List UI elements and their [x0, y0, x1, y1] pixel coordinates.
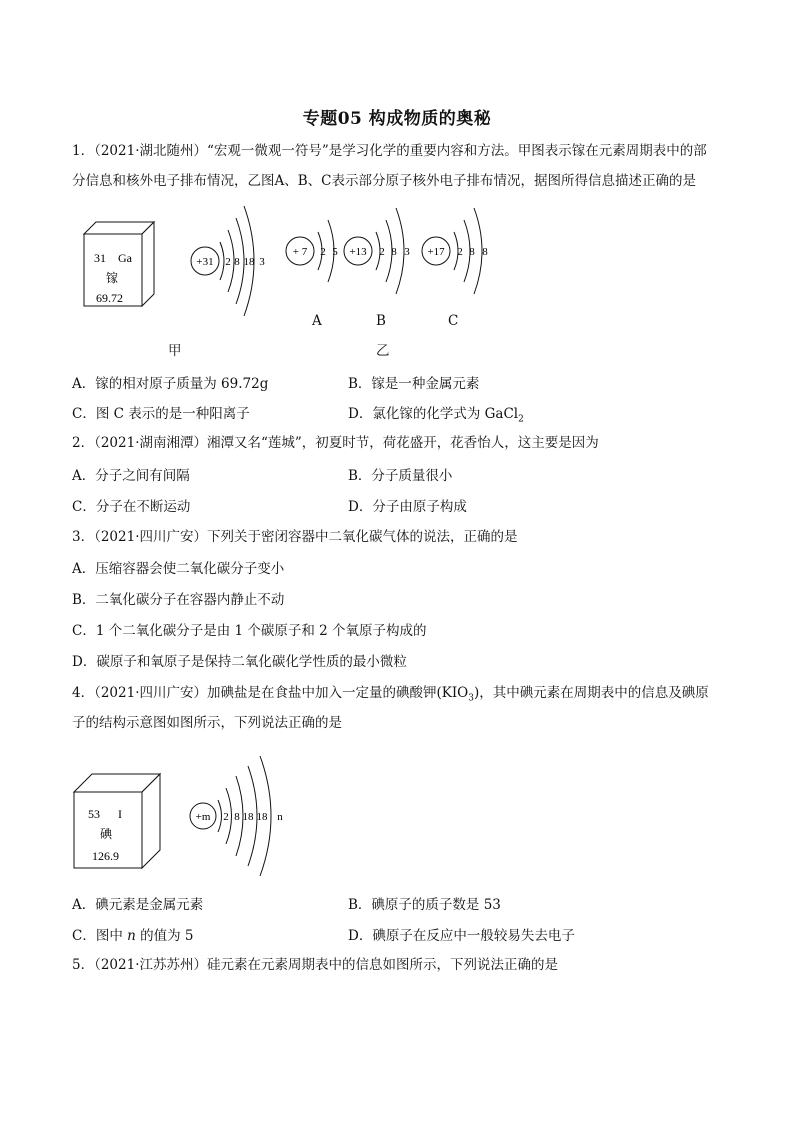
page-title: 专题05 构成物质的奥秘 [302, 109, 492, 129]
i-shell-3: 18 [242, 811, 254, 823]
i-atomic-mass: 126.9 [92, 849, 119, 863]
figure-jia-caption: 甲 [168, 343, 182, 359]
q2-option-a[interactable]: A．分子之间有间隔 [72, 468, 190, 484]
q3-option-c[interactable]: C．1 个二氧化碳分子是由 1 个碳原子和 2 个氧原子构成的 [72, 623, 427, 639]
q4-option-c-post: 的值为 5 [135, 928, 194, 944]
atom-b-label: B [376, 313, 386, 329]
q1-element-cube-ga [74, 220, 164, 312]
atom-a-nucleus: + 7 [292, 246, 308, 258]
q1-option-a[interactable]: A．镓的相对原子质量为 69.72g [72, 376, 269, 392]
q1-stem-line2: 分信息和核外电子排布情况，乙图A、B、C表示部分原子核外电子排布情况，据图所得信息描述正确的是 [72, 173, 696, 189]
figure-yi-caption: 乙 [376, 343, 390, 359]
ga-symbol: Ga [118, 251, 132, 265]
q4-stem-line1-pre: 4．（2021·四川广安）加碘盐是在食盐中加入一定量的碘酸钾(KIO [72, 685, 469, 701]
i-shell-5: n [277, 811, 283, 823]
q4-option-d[interactable]: D．碘原子在反应中一般较易失去电子 [348, 928, 575, 944]
ga-atomic-mass: 69.72 [96, 291, 123, 305]
q3-option-a[interactable]: A．压缩容器会使二氧化碳分子变小 [72, 561, 285, 577]
atom-c-nucleus: +17 [427, 246, 445, 258]
q1-option-d[interactable] [348, 402, 524, 425]
q1-atom-c-diagram [418, 204, 498, 300]
q1-atom-b-diagram [340, 204, 420, 300]
i-nucleus-charge: +m [195, 811, 211, 823]
i-atomic-number: 53 [88, 807, 100, 821]
atom-a-shell-1: 2 [320, 246, 326, 258]
q2-option-d[interactable]: D．分子由原子构成 [348, 499, 467, 515]
q1-ga-atom-diagram [186, 200, 276, 325]
q5-stem: 5．（2021·江苏苏州）硅元素在元素周期表中的信息如图所示，下列说法正确的是 [72, 957, 558, 973]
ga-shell-4: 3 [259, 256, 265, 268]
q1-option-d-text: D．氯化镓的化学式为 GaCl [348, 406, 519, 422]
atom-b-shell-3: 3 [404, 246, 410, 258]
atom-c-shell-2: 8 [469, 246, 475, 258]
atom-b-shell-1: 2 [379, 246, 385, 258]
q4-option-c-variable: n [127, 928, 136, 944]
atom-a-shell-2: 5 [332, 246, 338, 258]
ga-shell-2: 8 [234, 256, 240, 268]
atom-b-shell-2: 8 [391, 246, 397, 258]
q3-option-d[interactable]: D．碳原子和氧原子是保持二氧化碳化学性质的最小微粒 [72, 654, 407, 670]
i-shell-4: 18 [256, 811, 268, 823]
q1-option-d-subscript: 2 [518, 414, 524, 425]
q4-option-c-pre: C．图中 [72, 928, 128, 944]
ga-name: 镓 [106, 271, 119, 285]
q3-option-b[interactable]: B．二氧化碳分子在容器内静止不动 [72, 592, 285, 608]
i-shell-2: 8 [234, 811, 240, 823]
q1-option-b[interactable]: B．镓是一种金属元素 [348, 376, 480, 392]
q4-option-a[interactable]: A．碘元素是金属元素 [72, 897, 204, 913]
ga-shell-3: 18 [243, 256, 255, 268]
q4-stem-subscript: 3 [468, 693, 474, 704]
atom-c-label: C [448, 313, 459, 329]
ga-nucleus-charge: +31 [196, 256, 214, 268]
q2-option-c[interactable]: C．分子在不断运动 [72, 499, 191, 515]
q1-stem-line1: 1．（2021·湖北随州）“宏观一微观一符号”是学习化学的重要内容和方法。甲图表示镓在元素周期表中的部 [72, 143, 707, 159]
q4-option-c[interactable] [72, 924, 194, 944]
q2-option-b[interactable]: B．分子质量很小 [348, 468, 453, 484]
q2-stem: 2．（2021·湖南湘潭）湘潭又名“莲城”，初夏时节，荷花盛开，花香怡人，这主要是因为 [72, 435, 599, 451]
atom-b-nucleus: +13 [349, 246, 367, 258]
atom-c-shell-3: 8 [482, 246, 488, 258]
i-shell-1: 2 [223, 811, 229, 823]
i-symbol: I [118, 807, 122, 821]
atom-c-shell-1: 2 [457, 246, 463, 258]
q4-i-atom-diagram [186, 754, 296, 882]
q1-option-c[interactable]: C．图 C 表示的是一种阳离子 [72, 406, 250, 422]
q3-stem: 3．（2021·四川广安）下列关于密闭容器中二氧化碳气体的说法，正确的是 [72, 529, 518, 545]
ga-shell-1: 2 [225, 256, 231, 268]
ga-atomic-number: 31 [94, 251, 106, 265]
q4-option-b[interactable]: B．碘原子的质子数是 53 [348, 897, 501, 913]
q4-element-cube-i [70, 772, 164, 872]
q4-stem-line1-post: )，其中碘元素在周期表中的信息及碘原 [473, 685, 709, 701]
q4-stem-line2: 子的结构示意图如图所示，下列说法正确的是 [72, 715, 342, 731]
q4-stem-line1 [72, 682, 709, 710]
i-name: 碘 [100, 827, 113, 841]
atom-a-label: A [312, 313, 322, 329]
